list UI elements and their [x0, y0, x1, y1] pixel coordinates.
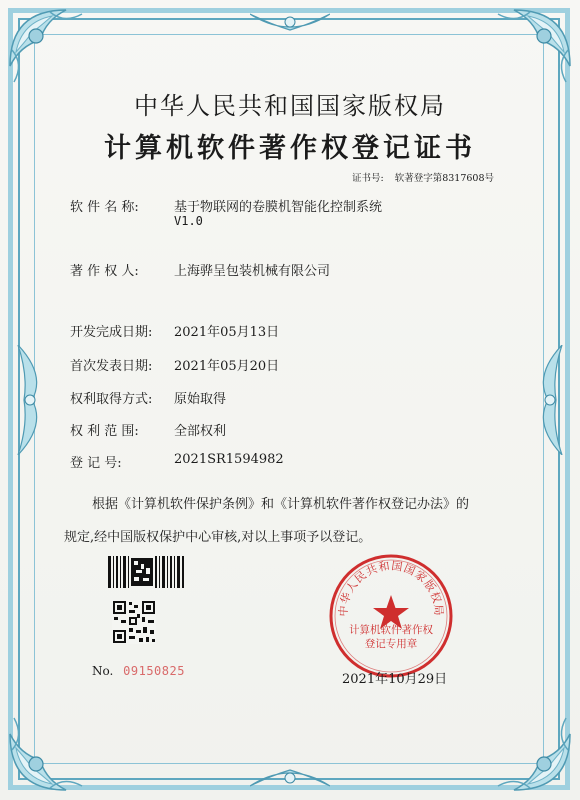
seal-inner-text — [328, 623, 454, 651]
serial-number — [92, 664, 185, 678]
certificate-title: 计算机软件著作权登记证书 — [104, 133, 476, 164]
top-ornament-icon — [250, 10, 330, 36]
field-scope — [70, 420, 227, 439]
field-label: 著 作 权 人: — [70, 264, 139, 279]
field-first-published — [70, 355, 280, 374]
field-acquisition — [70, 388, 227, 407]
side-ornament-icon — [14, 345, 50, 455]
corner-ornament-icon — [6, 702, 98, 794]
field-value: 2021年05月20日 — [174, 359, 280, 374]
side-ornament-icon — [530, 345, 566, 455]
seal-ring-text: 中华人民共和国国家版权局 — [336, 559, 446, 617]
field-label: 权利取得方式: — [70, 392, 153, 407]
certificate-number — [352, 170, 494, 184]
corner-ornament-icon — [482, 6, 574, 98]
field-label: 登 记 号: — [70, 456, 122, 471]
bottom-ornament-icon — [250, 764, 330, 790]
seal-inner-line-1: 计算机软件著作权 — [349, 624, 433, 636]
seal-inner-line-2: 登记专用章 — [364, 638, 418, 650]
barcode-icon — [108, 556, 186, 588]
qr-code-icon — [112, 600, 156, 644]
issue-date: 2021年10月29日 — [342, 672, 448, 687]
field-label: 权 利 范 围: — [70, 424, 139, 439]
serial-value: 09150825 — [123, 664, 185, 678]
field-label: 软 件 名 称: — [70, 200, 139, 215]
field-value: 2021SR1594982 — [174, 452, 284, 467]
serial-prefix: No. — [92, 664, 114, 678]
certificate-number-value: 软著登字第8317608号 — [394, 173, 494, 184]
field-dev-completed — [70, 321, 280, 340]
field-software-name — [70, 196, 383, 228]
field-value: 原始取得 — [174, 392, 227, 407]
corner-ornament-icon — [482, 702, 574, 794]
basis-paragraph — [64, 488, 516, 554]
corner-ornament-icon — [6, 6, 98, 98]
certificate-number-label: 证书号: — [351, 173, 384, 184]
basis-line-1: 根据《计算机软件保护条例》和《计算机软件著作权登记办法》的 — [92, 497, 470, 512]
field-value: 2021年05月13日 — [174, 325, 280, 340]
field-value: 全部权利 — [174, 424, 227, 439]
issuer-title: 中华人民共和国国家版权局 — [134, 92, 446, 120]
official-seal-icon — [328, 553, 454, 679]
field-owner — [70, 260, 331, 279]
basis-line-2: 规定,经中国版权保护中心审核,对以上事项予以登记。 — [64, 530, 372, 545]
field-value: 上海骅呈包装机械有限公司 — [174, 264, 331, 279]
field-label: 首次发表日期: — [70, 359, 153, 374]
field-value: 基于物联网的卷膜机智能化控制系统 — [174, 200, 383, 215]
software-version: V1.0 — [174, 214, 203, 228]
field-label: 开发完成日期: — [70, 325, 153, 340]
field-registration — [70, 452, 284, 471]
